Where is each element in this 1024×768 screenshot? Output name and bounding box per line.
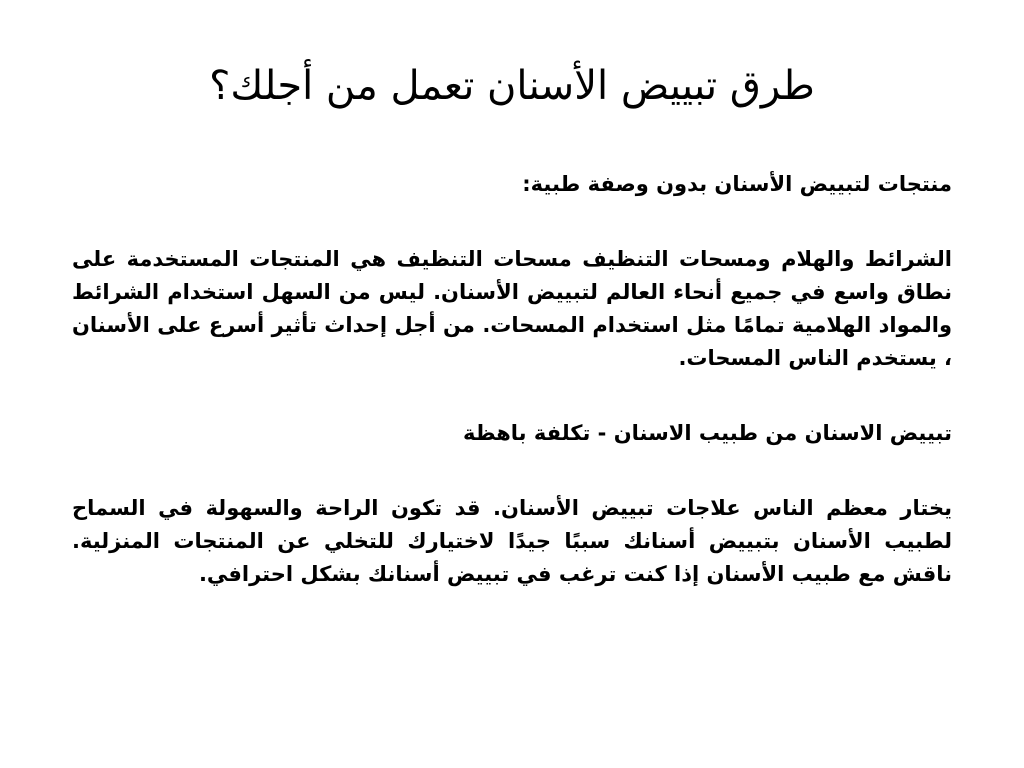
section-heading-otc: منتجات لتبييض الأسنان بدون وصفة طبية: (522, 172, 952, 196)
slide-body (72, 168, 952, 633)
slide-title: طرق تبييض الأسنان تعمل من أجلك؟ (209, 63, 815, 109)
paragraph-dentist-whitening: يختار معظم الناس علاجات تبييض الأسنان. قد تكون الراحة والسهولة في السماح لطبيب الأسنان بتبييض أسنانك سببًا جيدًا لاختيارك للتخلي عن المنتجات المنزلية. ناقش مع طبيب الأسنان إذا كنت ترغب في تبييض أسنانك بشكل احترافي. (72, 496, 952, 586)
paragraph-strips-gels: الشرائط والهلام ومسحات التنظيف مسحات التنظيف هي المنتجات المستخدمة على نطاق واسع في جميع أنحاء العالم لتبييض الأسنان. ليس من السهل استخدام الشرائط والمواد الهلامية تمامًا مثل استخدام المسحات. من أجل إحداث تأثير أسرع على الأسنان ، يستخدم الناس المسحات. (72, 247, 952, 370)
section-heading-dentist: تبييض الاسنان من طبيب الاسنان - تكلفة باهظة (463, 421, 952, 445)
